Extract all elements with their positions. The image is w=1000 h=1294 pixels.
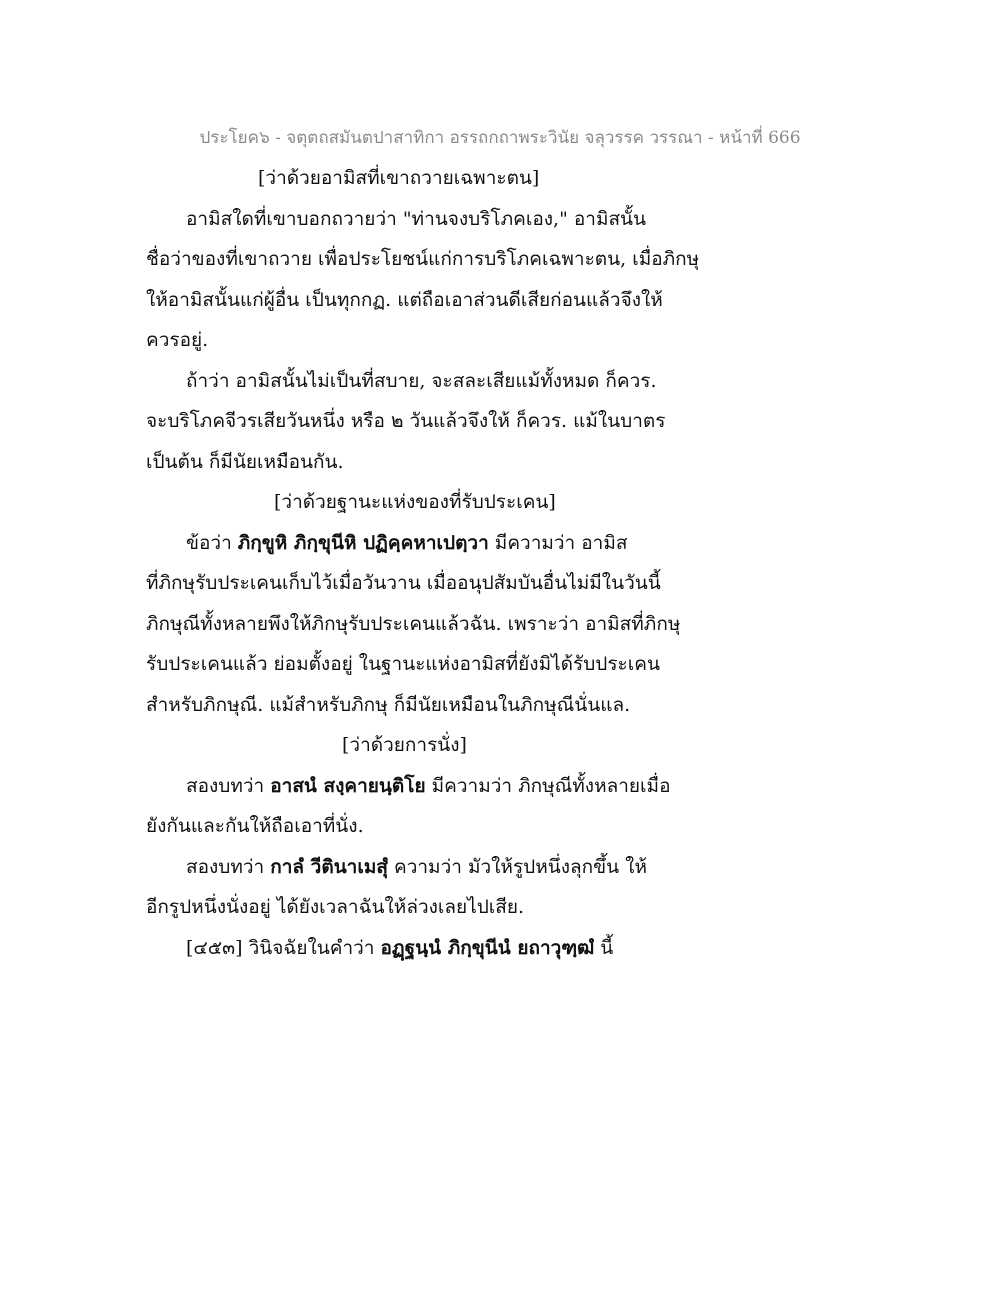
running-header: ประโยค๖ - จตุตถสมันตปาสาทิกา อรรถกถาพระวินัย จลุวรรค วรรณา - หน้าที่ 666 [199,128,801,148]
text-run: สองบทว่า [186,774,271,797]
paragraph-line: ยังกันและกันให้ถือเอาที่นั่ง. [146,815,364,837]
section-heading-self-offering: [ว่าด้วยอามิสที่เขาถวายเฉพาะตน] [258,167,540,189]
section-heading-received-items: [ว่าด้วยฐานะแห่งของที่รับประเคน] [274,491,556,513]
section-heading-seating: [ว่าด้วยการนั่ง] [342,734,467,756]
paragraph-line: อีกรูปหนึ่งนั่งอยู่ ได้ยังเวลาฉันให้ล่วงเลยไปเสีย. [146,896,525,918]
paragraph-line: ให้อามิสนั้นแก่ผู้อื่น เป็นทุกกฏ. แต่ถือเอาส่วนดีเสียก่อนแล้วจึงให้ [146,288,663,311]
paragraph-line [146,766,706,807]
paragraph-line: ภิกษุณีทั้งหลายพึงให้ภิกษุรับประเคนแล้วฉัน. เพราะว่า อามิสที่ภิกษุ [146,612,681,635]
document-body [146,158,706,968]
paragraph-line: สำหรับภิกษุณี. แม้สำหรับภิกษุ ก็มีนัยเหมือนในภิกษุณีนั่นแล. [146,693,631,716]
pali-term: กาลํ วีตินาเมสุํ [270,855,388,878]
text-run: ข้อว่า [186,531,238,554]
text-run: สองบทว่า [186,855,271,878]
text-run: มีความว่า อามิส [488,531,628,554]
pali-term: ภิกฺขูหิ ภิกฺขุนีหิ ปฏิคฺคหาเปตฺวา [237,531,489,554]
paragraph-line: ที่ภิกษุรับประเคนเก็บไว้เมื่อวันวาน เมื่ออนุปสัมบันอื่นไม่มีในวันนี้ [146,572,661,594]
text-run: นี้ [594,936,614,959]
paragraph-line: ควรอยู่. [146,329,209,351]
pali-term: อาสนํ สงฺคายนฺติโย [270,774,426,797]
paragraph-line: เป็นต้น ก็มีนัยเหมือนกัน. [146,450,344,473]
paragraph-line: ถ้าว่า อามิสนั้นไม่เป็นที่สบาย, จะสละเสียแม้ทั้งหมด ก็ควร. [186,369,657,392]
text-run: [๔๕๓] วินิจฉัยในคำว่า [186,936,381,959]
text-run: ความว่า มัวให้รูปหนึ่งลุกขึ้น ให้ [387,855,647,878]
paragraph-line [146,523,706,564]
paragraph-line: อามิสใดที่เขาบอกถวายว่า "ท่านจงบริโภคเอง," อามิสนั้น [186,207,647,230]
text-run: มีความว่า ภิกษุณีทั้งหลายเมื่อ [425,774,671,797]
paragraph-line: รับประเคนแล้ว ย่อมตั้งอยู่ ในฐานะแห่งอามิสที่ยังมิได้รับประเคน [146,653,660,675]
paragraph-line [146,847,706,888]
paragraph-line: จะบริโภคจีวรเสียวันหนึ่ง หรือ ๒ วันแล้วจึงให้ ก็ควร. แม้ในบาตร [146,410,666,432]
pali-term: อฏฺฐนฺนํ ภิกฺขุนีนํ ยถาวุฑฺฒํ [380,936,595,959]
paragraph-line [146,928,706,969]
paragraph-line: ชื่อว่าของที่เขาถวาย เพื่อประโยชน์แก่การบริโภคเฉพาะตน, เมื่อภิกษุ [146,248,700,270]
